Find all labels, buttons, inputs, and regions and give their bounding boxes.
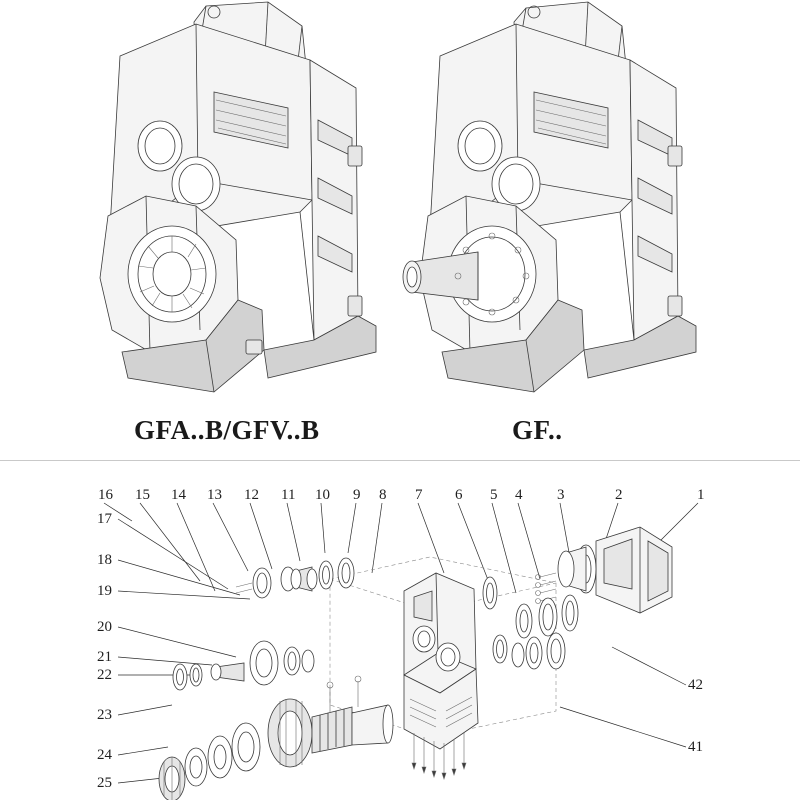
callout-2: 2 bbox=[615, 487, 623, 503]
callout-18: 18 bbox=[97, 552, 112, 568]
callout-16: 16 bbox=[98, 487, 113, 503]
callout-10: 10 bbox=[315, 487, 330, 503]
callout-11: 11 bbox=[281, 487, 296, 503]
callout-15: 15 bbox=[135, 487, 150, 503]
exploded-view-area bbox=[0, 460, 800, 800]
callout-19: 19 bbox=[97, 583, 112, 599]
callout-3: 3 bbox=[557, 487, 565, 503]
callout-25: 25 bbox=[97, 775, 112, 791]
callout-9: 9 bbox=[353, 487, 361, 503]
caption-gf: GF.. bbox=[512, 415, 563, 445]
callout-13: 13 bbox=[207, 487, 222, 503]
callout-20: 20 bbox=[97, 619, 112, 635]
callout-41: 41 bbox=[688, 739, 703, 755]
callout-7: 7 bbox=[415, 487, 423, 503]
callout-42: 42 bbox=[688, 677, 703, 693]
callout-22: 22 bbox=[97, 667, 112, 683]
callout-1: 1 bbox=[697, 487, 705, 503]
callout-17: 17 bbox=[97, 511, 112, 527]
exploded-assembly-drawing bbox=[0, 461, 800, 800]
callout-24: 24 bbox=[97, 747, 112, 763]
gearbox-view-right bbox=[400, 0, 800, 410]
callout-21: 21 bbox=[97, 649, 112, 665]
callout-12: 12 bbox=[244, 487, 259, 503]
caption-gfab-gfvb: GFA..B/GFV..B bbox=[134, 415, 320, 445]
callout-6: 6 bbox=[455, 487, 463, 503]
gearbox-view-left bbox=[0, 0, 400, 410]
callout-4: 4 bbox=[515, 487, 523, 503]
callout-23: 23 bbox=[97, 707, 112, 723]
callout-5: 5 bbox=[490, 487, 498, 503]
callout-14: 14 bbox=[171, 487, 186, 503]
callout-8: 8 bbox=[379, 487, 387, 503]
